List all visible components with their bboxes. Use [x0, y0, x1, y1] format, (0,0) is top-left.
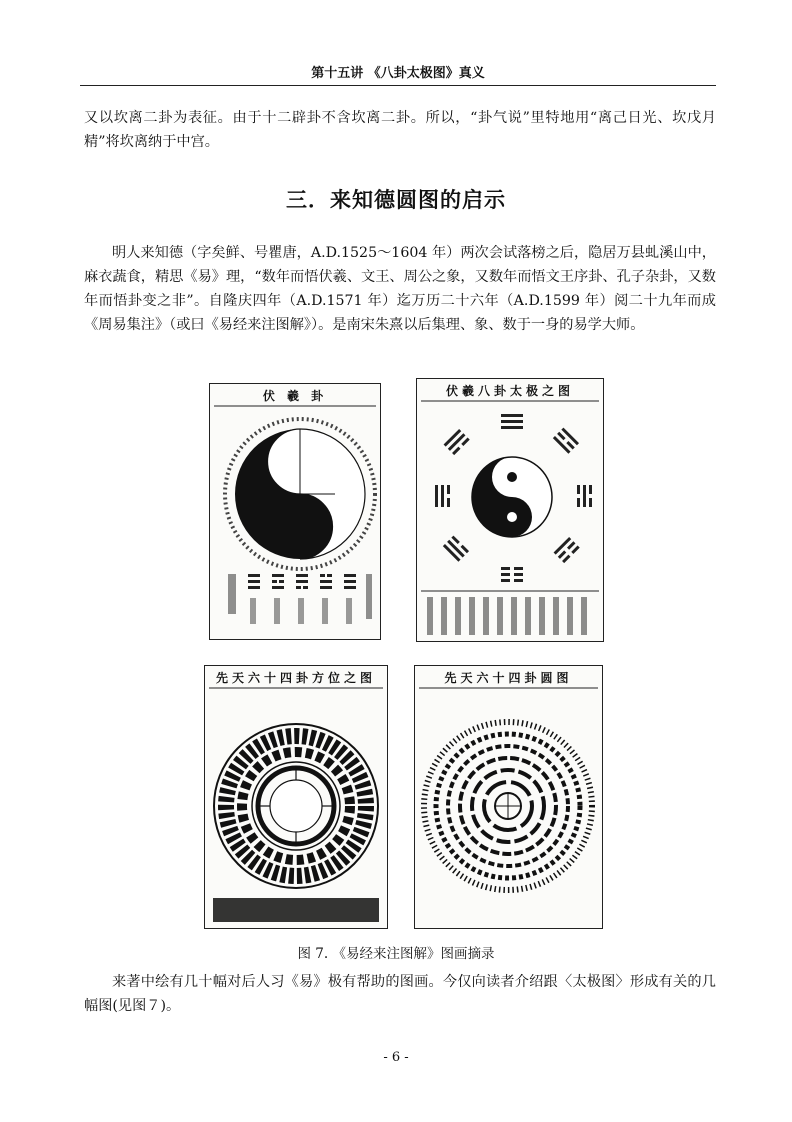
- page-number: - 6 -: [383, 1050, 409, 1065]
- paragraph-lai-zhide: 明人来知德（字矣鲜、号瞿唐，A.D.1525～1604 年）两次会试落榜之后，隐居万县虬溪山中，麻衣蔬食，精思《易》理，“数年而悟伏羲、文王、周公之象，又数年而悟文王序卦、孔子杂卦，又数年而悟卦变之非”。自隆庆四年（A.D.1571 年）迄万历二十六年（A.D.1599 年）阅二十九年而成《周易集注》（或曰《易经来注图解》）。是南宋朱熹以后集理、象、数于一身的易学大师。: [84, 245, 716, 333]
- figure-caption: 图 7. 《易经来注图解》图画摘录: [297, 946, 495, 962]
- section-heading: 三．来知德圆图的启示: [286, 188, 506, 212]
- paragraph-figure-intro: 来著中绘有几十幅对后人习《易》极有帮助的图画。今仅向读者介绍跟〈太极图〉形成有关的几幅图(见图７)。: [84, 974, 716, 1014]
- figure-title: 伏羲八卦太极之图: [445, 384, 574, 398]
- concentric-hexagram-icon: [415, 666, 602, 928]
- figure-title: 伏 羲 卦: [262, 389, 328, 403]
- running-header: 第十五讲 《八卦太极图》真义: [311, 66, 485, 81]
- figure-fuxi-gua: [209, 383, 381, 640]
- figure-title: 先天六十四卦圆图: [444, 671, 573, 685]
- taiji-spiral-icon: [210, 384, 380, 639]
- figure-fuxi-bagua-taiji: [416, 378, 604, 642]
- hexagram-ring-icon: [205, 666, 387, 928]
- figure-title: 先天六十四卦方位之图: [215, 671, 376, 685]
- figure-xiantian-64-position: [204, 665, 388, 929]
- yin-yang-icon: [417, 379, 603, 641]
- paragraph-intro: 又以坎离二卦为表征。由于十二辟卦不含坎离二卦。所以，“卦气说”里特地用“离己日光、坎戊月精”将坎离纳于中宫。: [84, 110, 716, 150]
- figure-xiantian-64-circle: [414, 665, 603, 929]
- header-rule: [80, 85, 716, 86]
